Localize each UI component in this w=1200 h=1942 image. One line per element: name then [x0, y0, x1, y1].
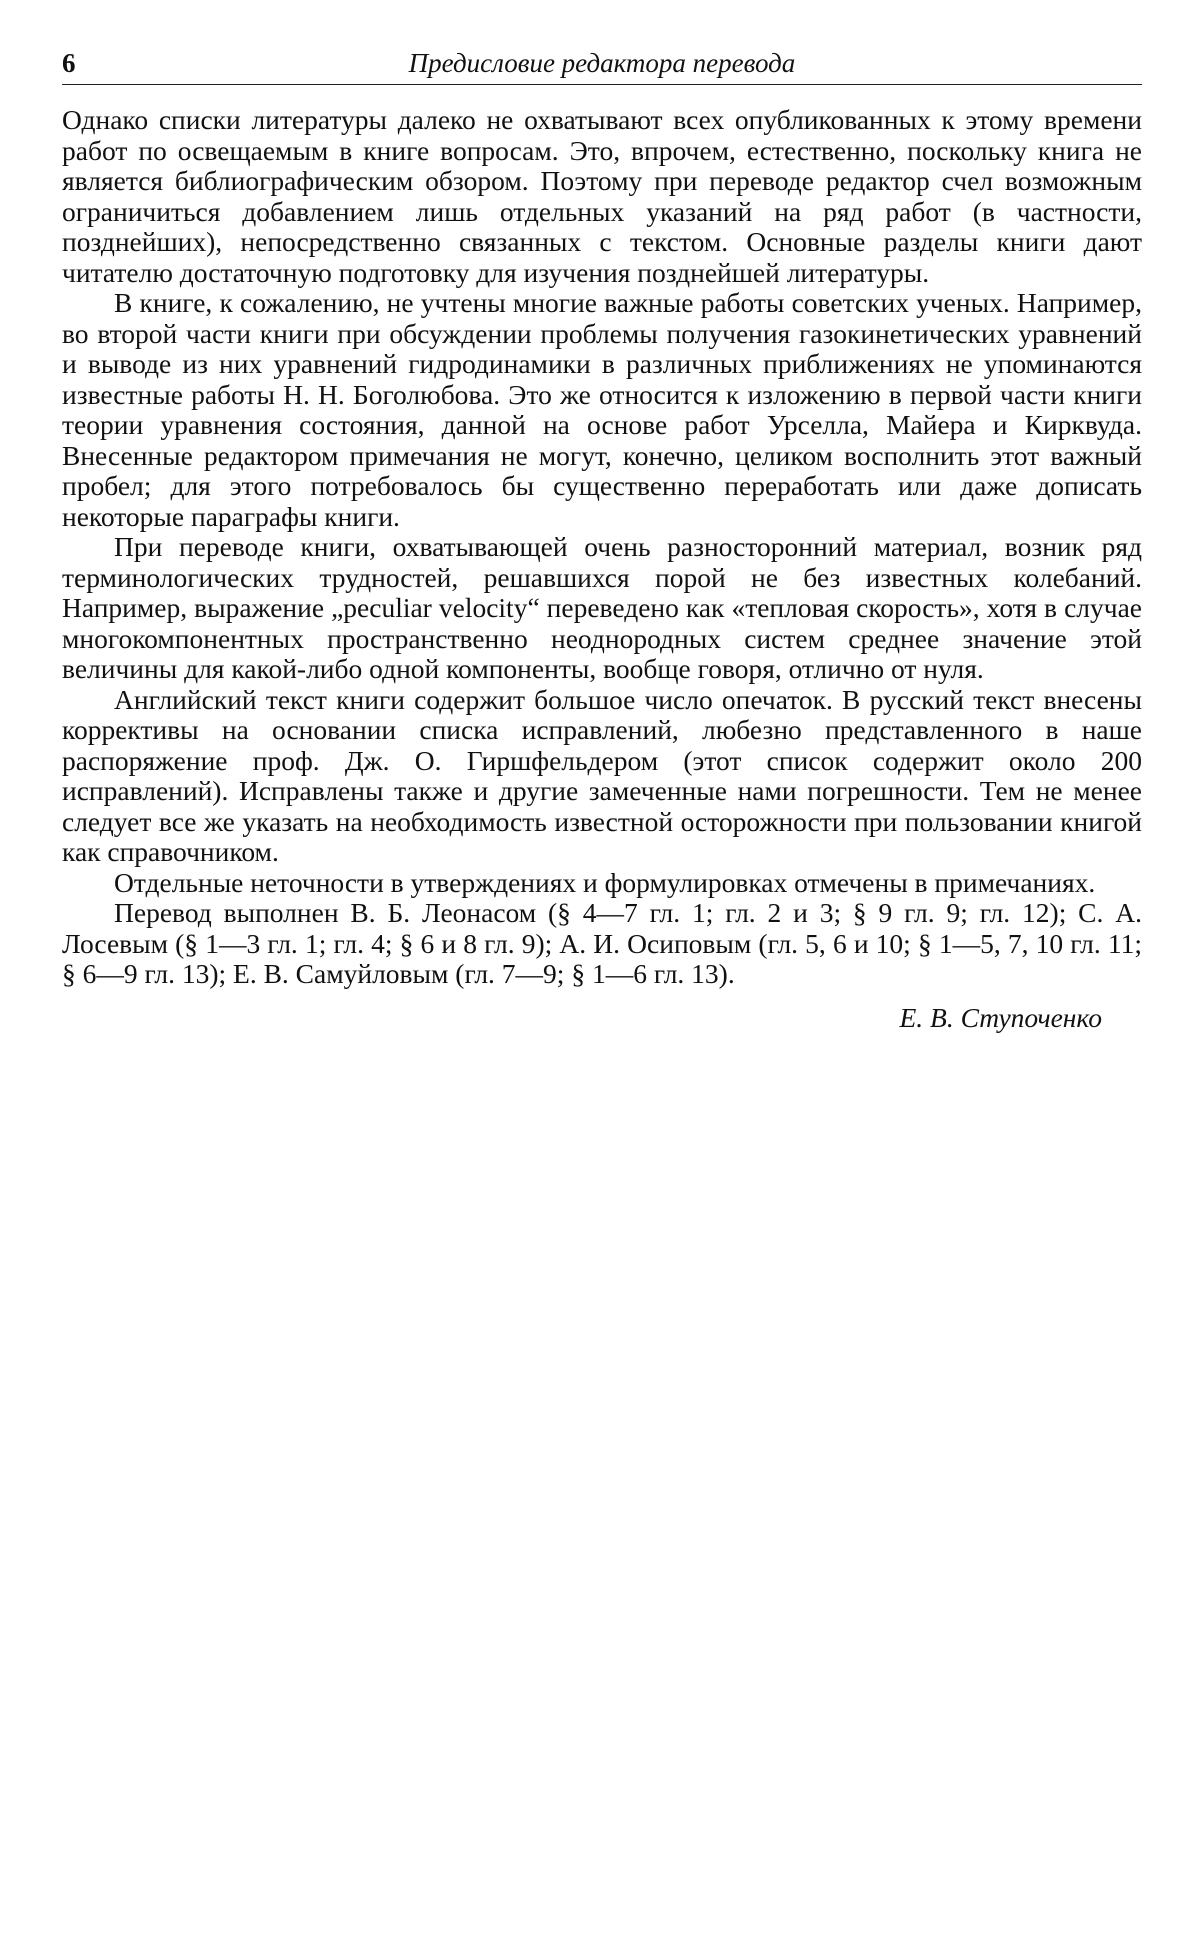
running-title: Предисловие редактора перевода [408, 48, 796, 78]
paragraph-literature: Однако списки литературы далеко не охватывают всех опубликованных к этому времени работ по освещаемым в книге вопросам. Это, впрочем, естественно, поскольку книга не является библиографическим обзором. Поэтому при переводе редактор счел возможным ограничиться добавлением лишь отдельных указаний на ряд работ (в частности, позднейших), непосредственно связанных с текстом. Основные разделы книги дают читателю достаточную подготовку для изучения позднейшей литературы. [62, 104, 1142, 288]
paragraph-terminology: При переводе книги, охватывающей очень разносторонний материал, возник ряд терминологических трудностей, решавшихся порой не без известных колебаний. Например, выражение „peculiar velocity“ переведено как «тепловая скорость», хотя в случае многокомпонентных пространственно неоднородных систем среднее значение этой величины для какой-либо одной компоненты, вообще говоря, отлично от нуля. [62, 531, 1142, 684]
editor-signature: Е. В. Ступоченко [899, 1001, 1102, 1033]
paragraph-translators: Перевод выполнен В. Б. Леонасом (§ 4—7 гл. 1; гл. 2 и 3; § 9 гл. 9; гл. 12); С. А. Лосевым (§ 1—3 гл. 1; гл. 4; § 6 и 8 гл. 9); А. И. Осиповым (гл. 5, 6 и 10; § 1—5, 7, 10 гл. 11; § 6—9 гл. 13); Е. В. Самуйловым (гл. 7—9; § 1—6 гл. 13). [62, 897, 1142, 989]
page-number: 6 [62, 48, 76, 78]
paragraph-soviet-works: В книге, к сожалению, не учтены многие важные работы советских ученых. Например, во второй части книги при обсуждении проблемы получения газокинетических уравнений и выводе из них уравнений гидродинамики в различных приближениях не упоминаются известные работы Н. Н. Боголюбова. Это же относится к изложению в первой части книги теории уравнения состояния, данной на основе работ Урселла, Майера и Кирквуда. Внесенные редактором примечания не могут, конечно, целиком восполнить этот важный пробел; для этого потребовалось бы существенно переработать или даже дописать некоторые параграфы книги. [62, 287, 1142, 532]
paragraph-misprints: Английский текст книги содержит большое число опечаток. В русский текст внесены коррективы на основании списка исправлений, любезно представленного в наше распоряжение проф. Дж. О. Гиршфельдером (этот список содержит около 200 исправлений). Исправлены также и другие замеченные нами погрешности. Тем не менее следует все же указать на необходимость известной осторожности при пользовании книгой как справочником. [62, 683, 1142, 867]
body-text [62, 105, 1142, 990]
running-head [62, 40, 1142, 85]
book-page [62, 40, 1142, 1034]
paragraph-notes: Отдельные неточности в утверждениях и формулировках отмечены в примечаниях. [114, 866, 1096, 898]
